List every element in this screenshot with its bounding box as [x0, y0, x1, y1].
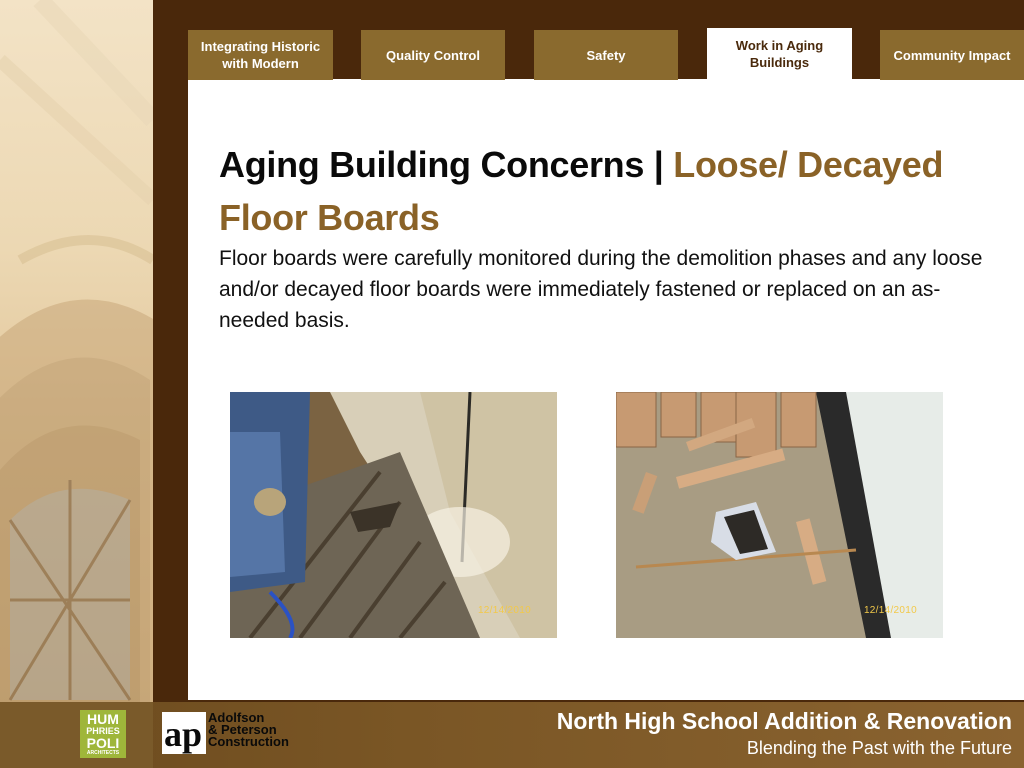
tab-integrating-historic[interactable]: Integrating Historic with Modern — [188, 30, 333, 80]
svg-text:ap: ap — [164, 714, 203, 754]
footer-left-panel — [0, 702, 153, 768]
ap-line1: Adolfson — [208, 710, 265, 725]
tab-community-impact[interactable]: Community Impact — [880, 30, 1024, 80]
ap-logo-icon — [162, 712, 206, 759]
logo-hum-line2: PHRIES — [86, 726, 120, 736]
title-main: Aging Building Concerns | — [219, 144, 674, 185]
ap-line2: & Peterson — [208, 722, 277, 737]
logo-hum-line1: HUM — [87, 711, 119, 727]
photo-floor-boards-1 — [230, 392, 557, 638]
ap-logo-text — [208, 712, 289, 748]
footer-subtitle: Blending the Past with the Future — [746, 738, 1012, 758]
logo-hum-line4: ARCHITECTS — [86, 750, 120, 756]
logo-hum-line3: POLI — [86, 735, 120, 751]
humphries-poli-logo — [80, 710, 126, 758]
tab-safety[interactable]: Safety — [534, 30, 678, 80]
photo-floor-boards-2 — [616, 392, 943, 638]
photo-date-stamp: 12/14/2010 — [477, 605, 531, 616]
ap-line3: Construction — [208, 734, 289, 749]
footer-title: North High School Addition & Renovation — [556, 708, 1012, 734]
tab-work-in-aging-buildings[interactable]: Work in Aging Buildings — [707, 28, 852, 80]
decorative-arch-panel — [0, 0, 153, 710]
arch-illustration — [0, 0, 153, 710]
slide-title — [219, 138, 979, 244]
title-accent: Loose/ Decayed Floor Boards — [219, 144, 944, 238]
tab-quality-control[interactable]: Quality Control — [361, 30, 505, 80]
slide-body-text: Floor boards were carefully monitored during the demolition phases and any loose and/or decayed floor boards were immediately fastened or replaced on an as-needed basis. — [219, 247, 983, 332]
photo-date-stamp: 12/14/2010 — [863, 605, 917, 616]
